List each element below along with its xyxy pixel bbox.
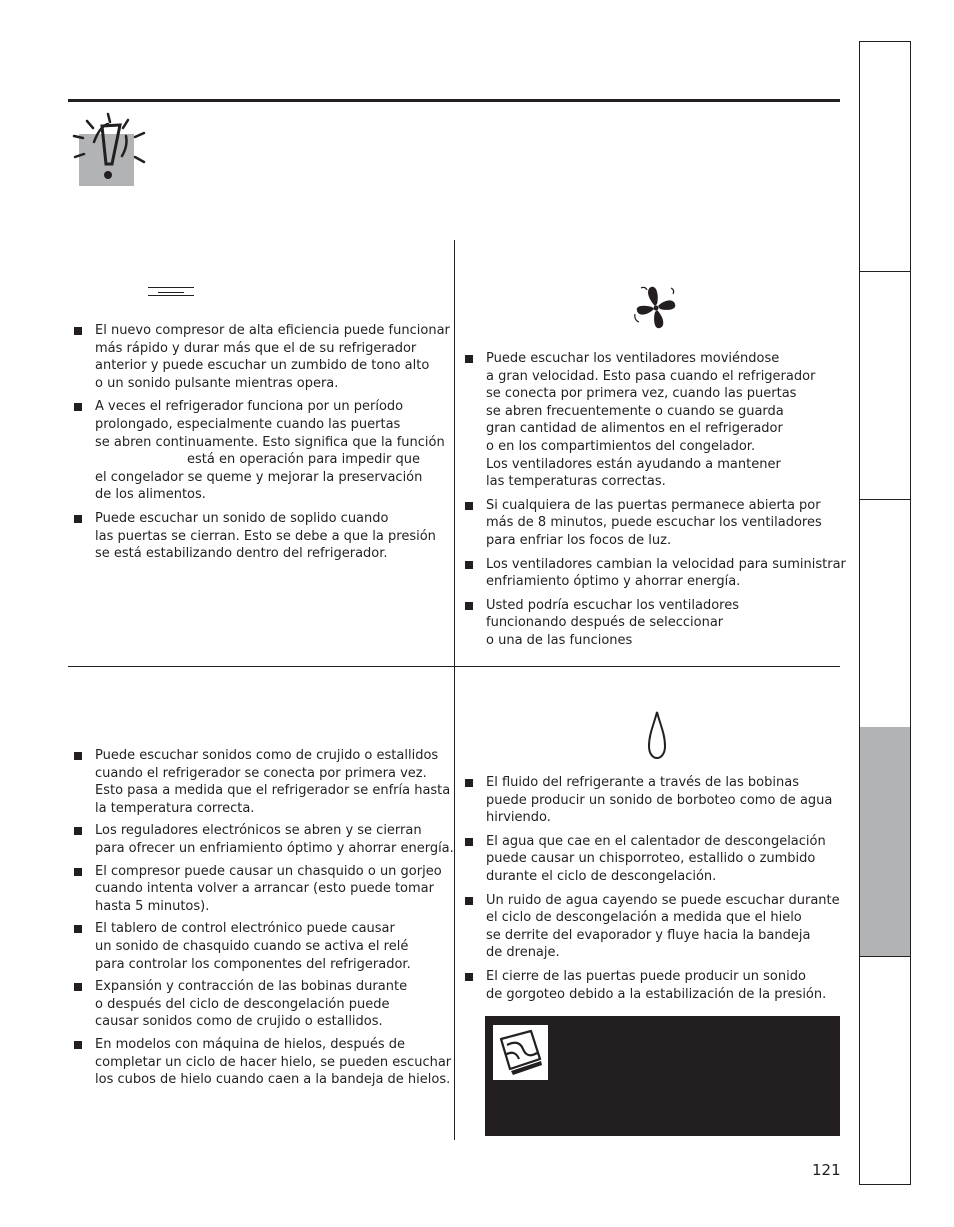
list-item-line: de los alimentos. <box>95 487 206 503</box>
bullet-icon <box>465 838 473 846</box>
list-item-line: Puede escuchar sonidos como de crujido o estallidos <box>95 748 439 763</box>
list-crackle-sounds <box>71 747 454 1089</box>
bullet-icon <box>74 827 82 835</box>
list-item-line: las temperaturas correctas. <box>486 474 666 490</box>
list-item-line: un sonido de chasquido cuando se activa el relé <box>95 938 409 954</box>
list-item-line: para enfriar los focos de luz. <box>486 532 672 548</box>
list-item-line: el congelador se queme y mejorar la preservación <box>95 469 423 485</box>
bullet-icon <box>465 502 473 510</box>
list-item <box>71 978 454 1031</box>
list-item <box>462 892 840 962</box>
list-item-line: El compresor puede causar un chasquido o un gorjeo <box>95 863 442 879</box>
list-item-line: Puede escuchar los ventiladores moviéndose <box>486 351 780 366</box>
label-rule <box>148 287 194 288</box>
list-item <box>71 510 450 563</box>
list-item <box>462 833 840 886</box>
list-item-line: El fluido del refrigerante a través de las bobinas <box>486 775 799 790</box>
list-item-line: puede producir un sonido de borboteo como de agua <box>486 792 833 808</box>
bullet-icon <box>74 752 82 760</box>
list-item-line: el ciclo de descongelación a medida que el hielo <box>486 910 802 926</box>
water-drop-icon <box>646 710 668 764</box>
list-item-line: cuando el refrigerador se conecta por primera vez. <box>95 765 427 781</box>
fan-icon <box>631 284 681 336</box>
alert-lightbulb-icon <box>72 112 152 196</box>
list-item-line: o en los compartimientos del congelador. <box>486 438 756 454</box>
list-item-line: se conecta por primera vez, cuando las puertas <box>486 386 797 402</box>
list-item-line: El agua que cae en el calentador de descongelación <box>486 833 826 849</box>
bullet-icon <box>74 403 82 411</box>
tab-3 <box>860 499 910 728</box>
bullet-icon <box>465 779 473 787</box>
list-fan-sounds <box>462 350 846 650</box>
list-item-line: gran cantidad de alimentos en el refrigerador <box>486 421 783 437</box>
bullet-icon <box>74 1041 82 1049</box>
bullet-icon <box>465 973 473 981</box>
list-compressor-sounds <box>71 322 450 563</box>
list-item-line: prolongado, especialmente cuando las puertas <box>95 416 401 432</box>
list-item-line: A veces el refrigerador funciona por un período <box>95 399 404 415</box>
list-item-line: o una de las funciones <box>486 632 633 648</box>
tab-1 <box>860 42 910 272</box>
list-item-line: causar sonidos como de crujido o estallidos. <box>95 1014 383 1030</box>
list-item-line: las puertas se cierran. Esto se debe a que la presión <box>95 528 436 544</box>
list-item-line: se abren continuamente. Esto significa que la función <box>95 434 445 450</box>
list-item-line: la temperatura correcta. <box>95 800 255 816</box>
list-item-line: para ofrecer un enfriamiento óptimo y ahorrar energía. <box>95 840 454 856</box>
bullet-icon <box>74 925 82 933</box>
list-item-line: Los reguladores electrónicos se abren y se cierran <box>95 823 422 839</box>
list-item <box>71 822 454 857</box>
list-item-line: Los ventiladores cambian la velocidad para suministrar <box>486 556 846 572</box>
list-item <box>71 322 450 392</box>
list-item-line: los cubos de hielo cuando caen a la bandeja de hielos. <box>95 1072 451 1088</box>
list-item-line: Puede escuchar un sonido de soplido cuando <box>95 510 389 526</box>
bullet-icon <box>74 983 82 991</box>
list-item-line: más de 8 minutos, puede escuchar los ventiladores <box>486 515 822 531</box>
column-divider <box>454 240 455 1140</box>
list-item <box>71 747 454 817</box>
tab-4-active <box>860 727 910 957</box>
list-item-line: está en operación para impedir que <box>187 452 420 468</box>
list-item-line: durante el ciclo de descongelación. <box>486 868 717 884</box>
list-item <box>462 597 846 650</box>
page-number: 121 <box>812 1161 841 1179</box>
list-item <box>462 774 840 827</box>
tab-5 <box>860 956 910 1184</box>
list-item-line: enfriamiento óptimo y ahorrar energía. <box>486 574 741 590</box>
list-item <box>71 398 450 504</box>
tab-2 <box>860 271 910 500</box>
bullet-icon <box>74 868 82 876</box>
bullet-icon <box>465 602 473 610</box>
list-item-line: completar un ciclo de hacer hielo, se pueden escuchar <box>95 1054 452 1070</box>
list-item-line: funcionando después de seleccionar <box>486 615 724 631</box>
list-item-line: puede causar un chisporroteo, estallido o zumbido <box>486 851 816 867</box>
list-item <box>71 920 454 973</box>
label-rule-short <box>158 292 184 293</box>
list-item-line: de gorgoteo debido a la estabilización de la presión. <box>486 986 827 1002</box>
list-item-line: El cierre de las puertas puede producir un sonido <box>486 968 806 984</box>
list-item <box>462 497 846 550</box>
list-item-line: anterior y puede escuchar un zumbido de tono alto <box>95 358 430 374</box>
list-item-line: Un ruido de agua cayendo se puede escuchar durante <box>486 892 840 908</box>
list-item-line: hasta 5 minutos). <box>95 898 210 914</box>
list-item-line: más rápido y durar más que el de su refrigerador <box>95 340 417 356</box>
list-item <box>462 968 840 1003</box>
list-item-line: Si cualquiera de las puertas permanece abierta por <box>486 497 821 513</box>
list-item <box>71 1036 454 1089</box>
bullet-icon <box>465 897 473 905</box>
list-item-line: se abren frecuentemente o cuando se guarda <box>486 403 784 419</box>
list-item <box>71 863 454 916</box>
note-box <box>485 1016 840 1136</box>
list-item-line: se está estabilizando dentro del refrigerador. <box>95 546 388 562</box>
label-rule-lower <box>148 295 194 296</box>
list-item <box>462 556 846 591</box>
list-item-line: a gran velocidad. Esto pasa cuando el refrigerador <box>486 368 816 384</box>
bullet-icon <box>465 355 473 363</box>
list-item-line: El tablero de control electrónico puede causar <box>95 921 395 937</box>
list-item-line: El nuevo compresor de alta eficiencia puede funcionar <box>95 323 450 338</box>
list-water-sounds <box>462 774 840 1003</box>
list-item-line: Esto pasa a medida que el refrigerador se enfría hasta <box>95 783 451 799</box>
section-tabs <box>859 41 911 1185</box>
list-item-line: Usted podría escuchar los ventiladores <box>486 597 739 613</box>
list-item-line: Los ventiladores están ayudando a mantener <box>486 456 781 472</box>
note-icon <box>493 1025 548 1084</box>
list-item-line: En modelos con máquina de hielos, después de <box>95 1036 405 1052</box>
bullet-icon <box>74 515 82 523</box>
list-item-line: cuando intenta volver a arrancar (esto puede tomar <box>95 881 434 897</box>
list-item-line: para controlar los componentes del refrigerador. <box>95 956 411 972</box>
bullet-icon <box>74 327 82 335</box>
bullet-icon <box>465 561 473 569</box>
list-item-line: o un sonido pulsante mientras opera. <box>95 375 339 391</box>
list-item-line: o después del ciclo de descongelación puede <box>95 996 390 1012</box>
list-item-line: de drenaje. <box>486 945 560 961</box>
list-item-line: hirviendo. <box>486 810 551 826</box>
header-rule <box>68 99 840 102</box>
list-item-line: se derrite del evaporador y fluye hacia la bandeja <box>486 927 811 943</box>
list-item-line: Expansión y contracción de las bobinas durante <box>95 979 408 995</box>
list-item <box>462 350 846 491</box>
